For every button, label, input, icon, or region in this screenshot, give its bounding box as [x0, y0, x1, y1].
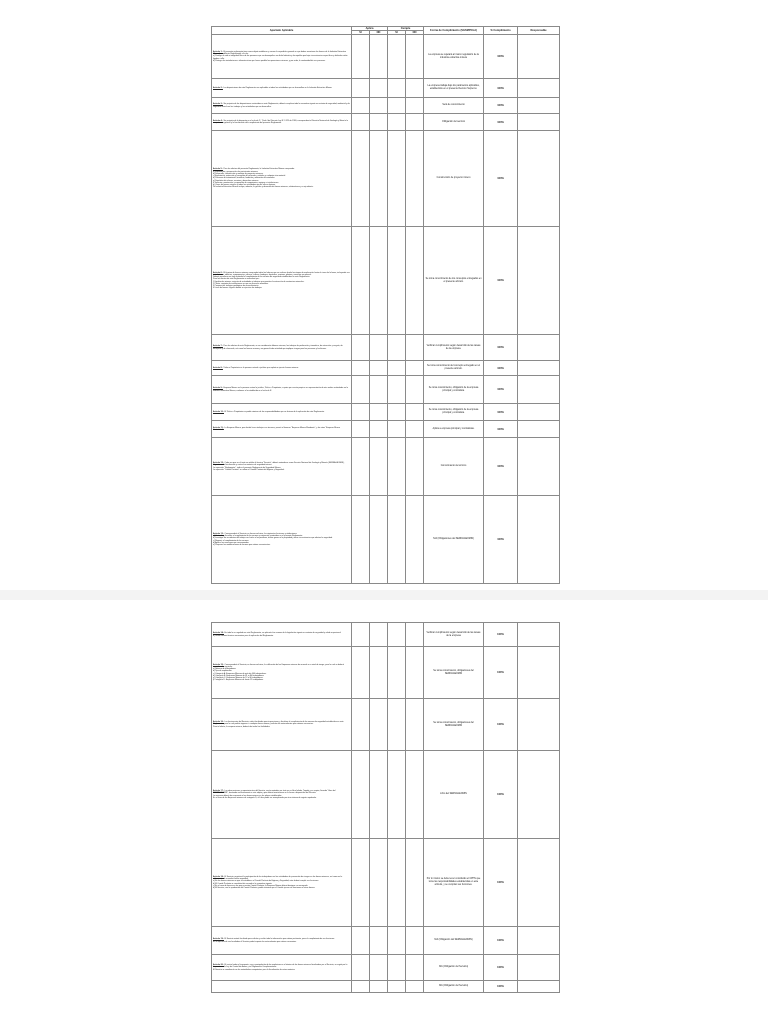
aplica-no-cell: [370, 699, 388, 751]
cumplimiento-percent-cell: 100%: [484, 927, 518, 955]
apartado-cell: [212, 981, 352, 993]
apartado-cell: [212, 131, 352, 227]
cumplimiento-percent-cell: 100%: [484, 981, 518, 993]
table-row: [212, 438, 560, 496]
cumplimiento-percent-cell: 100%: [484, 335, 518, 361]
responsable-cell: [518, 421, 560, 438]
table-row: [212, 839, 560, 927]
aplica-si-cell: [352, 496, 370, 584]
article-label: Artículo 6º.: [213, 271, 223, 274]
cumple-si-cell: [388, 98, 406, 114]
apartado-cell: [212, 421, 352, 438]
table-row: [212, 114, 560, 131]
aplica-si-cell: [352, 227, 370, 335]
article-label: Artículo 7º.: [213, 345, 223, 348]
apartado-cell: [212, 496, 352, 584]
article-text: Cada vez que en el texto se señale el término “Servicio”, deberá entenderse como Servicio Nacional de Geología y Minería (SERNAGEOMIN), Organismo de fiscalización y control en materias de seguridad minera. La expresión “Reglamento”, indica el presente Reglamento de Seguridad Minera. La expresión “Comité Paritario” se refiere al Comité Paritario de Higiene y Seguridad.: [213, 462, 345, 471]
article-label: Artículo 16º.: [213, 721, 224, 724]
apartado-cell: [212, 35, 352, 79]
article-text: El presente reglamento tiene como objeto establecer y normar la expedición general en que deben someterse las faenas de la Industria Extractiva Minera (en adelante Reglamento) a fin de: a) Proteger la vida e integridad física de las personas que se desempeñen en dicha Industria y de aquellas que bajo circunstancias específicas y definidas están ligadas a ella. b) Proteger las instalaciones e infraestructura que hacen posible las operaciones mineras, y por ende, la continuidad de sus procesos.: [213, 50, 348, 62]
aplica-no-cell: [370, 927, 388, 955]
cumple-header: Cumple: [388, 27, 424, 31]
aplica-no-cell: [370, 438, 388, 496]
aplica-si-cell: [352, 404, 370, 421]
article-label: Artículo 5º.: [213, 168, 223, 171]
cumple-no-cell: [406, 496, 424, 584]
article-text: Sin perjuicio de las disposiciones contenidas en este Reglamento, deberá cumplirse toda la normativa vigente en materia de seguridad, ambiental y de seguridad social con los trabajos y las actividades que se desarrollen.: [213, 103, 351, 108]
table-row: [212, 421, 560, 438]
aplica-si-header: SI: [352, 31, 370, 35]
article-label: Artículo 12º.: [213, 462, 224, 464]
cumplimiento-percent-cell: 100%: [484, 35, 518, 79]
table-row: [212, 647, 560, 699]
cumple-si-cell: [388, 981, 406, 993]
article-label: Artículo 15º.: [213, 663, 224, 666]
table-row: [212, 404, 560, 421]
forma-cumplimiento-cell: Por lo mismo se debe tener constituido el CPHS que tome las responsabilidades establecidas en este artículo, y se cumplan sus funciones.: [424, 839, 484, 927]
cumple-si-cell: [388, 496, 406, 584]
aplica-si-cell: [352, 839, 370, 927]
responsable-cell: [518, 335, 560, 361]
article-label: Artículo 9º.: [213, 387, 223, 390]
apartado-cell: [212, 623, 352, 647]
aplica-no-cell: [370, 35, 388, 79]
table-row: [212, 376, 560, 404]
cumple-si-cell: [388, 955, 406, 981]
aplica-si-cell: [352, 955, 370, 981]
responsable-cell: [518, 981, 560, 993]
forma-cumplimiento-cell: N/A (Obligación del Servicio): [424, 981, 484, 993]
apartado-cell: [212, 335, 352, 361]
apartado-cell: [212, 376, 352, 404]
aplica-no-cell: [370, 955, 388, 981]
cumplimiento-percent-cell: 100%: [484, 647, 518, 699]
cumple-si-cell: [388, 335, 406, 361]
resp-header: Responsable: [518, 27, 560, 35]
cumplimiento-percent-cell: 100%: [484, 376, 518, 404]
aplica-si-cell: [352, 114, 370, 131]
article-label: Artículo 10º.: [213, 410, 224, 413]
cumple-no-cell: [406, 955, 424, 981]
aplica-si-cell: [352, 623, 370, 647]
table-row: [212, 699, 560, 751]
apartado-cell: [212, 699, 352, 751]
cumplimiento-percent-cell: 100%: [484, 421, 518, 438]
apartado-cell: [212, 114, 352, 131]
aplica-no-cell: [370, 376, 388, 404]
responsable-cell: [518, 839, 560, 927]
aplica-no-cell: [370, 496, 388, 584]
aplica-si-cell: [352, 981, 370, 993]
cumple-si-cell: [388, 927, 406, 955]
aplica-si-cell: [352, 438, 370, 496]
article-text: En todo lo no regulado en este Reglamento, se aplicarán las normas de la legislación vigente en materia de seguridad y salud ocupacional. b) Dictar normas técnicas necesarias para la aplicación del Reglamento.: [213, 632, 342, 637]
cumple-no-cell: [406, 751, 424, 839]
cumple-no-cell: [406, 404, 424, 421]
aplica-no-cell: [370, 335, 388, 361]
cumple-si-cell: [388, 421, 406, 438]
article-text: Para los efectos del presente Reglamento, la Industria Extractiva Minera comprende: a) Exploración y prospección de yacimientos mineros. b) Desarrollo, construcción y montaje de proyectos mineros. c) Explotación, extracción y transporte de minerales, estériles y cualquier otro material. d) Procesos de tratamiento, beneficio, fundición y refinación de minerales. e) Depósitos de relaves, escorias y desechos mineros. f) Servicios, mantención y reparación de maquinarias, equipos e instalaciones. g) Cierre de faenas mineras y todas las actividades que de ello se deriven. La Industria Extractiva Minera incluye, además, la gestión y desarrollo de faenas mineras, subterráneas y a rajo abierto.: [213, 168, 314, 189]
responsable-cell: [518, 927, 560, 955]
article-text: Las disposiciones de este Reglamento son aplicables a todas las actividades que se desarrollen en la Industria Extractiva Minera.: [222, 86, 333, 89]
apartado-cell: [212, 751, 352, 839]
article-label: Artículo 1º.: [213, 50, 223, 53]
cumplimiento-percent-cell: 100%: [484, 227, 518, 335]
cumplimiento-percent-cell: 100%: [484, 699, 518, 751]
cumple-no-cell: [406, 35, 424, 79]
forma-cumplimiento-cell: Se toma conocimiento, obligación de la empresa principal y contratista.: [424, 376, 484, 404]
table-row: [212, 98, 560, 114]
article-text: Los funcionarios del Servicio, están facultados para inspeccionar y fiscalizar el cumplimiento de las normas de seguridad establecidas en este Reglamento, para lo cual podrán ingresar a cualquier faena minera y solicitar los antecedentes que estimen necesarios. Para tal efecto, la empresa minera, deberá dar todas las facilidades.: [213, 721, 344, 728]
cumplimiento-percent-cell: 100%: [484, 98, 518, 114]
cumple-si-cell: [388, 131, 406, 227]
aplica-no-cell: [370, 404, 388, 421]
aplica-si-cell: [352, 699, 370, 751]
cumple-si-cell: [388, 376, 406, 404]
forma-cumplimiento-cell: Se toma conocimiento, obligaciones del SERNAGEOMIN: [424, 647, 484, 699]
document-page-2: [0, 600, 768, 1024]
aplica-no-cell: [370, 981, 388, 993]
cumple-si-cell: [388, 699, 406, 751]
article-text: El término de faenas mineras comprende todas las labores que se realicen desde las etapas de exploración hasta el cierre de la faena, incluyendo sus instalaciones, edificios, campamentos, oficinas, talleres, bodegas, depósitos, caminos, plantas y servicios en general. Deberá prevalecer en toda actividad el cumplimiento de las normas de seguridad establecidas en este Reglamento. Para los efectos de este Reglamento se entenderá por: 1 Explotación minera: conjunto de actividades y trabajos que permiten la extracción de sustancias minerales. 2 Planta: conjunto de instalaciones en que se procesan minerales. 3 Prospección: trabajos geológicos de reconocimiento. 4 Línea de faenas: lugares donde se ejecutan los trabajos.: [213, 271, 350, 290]
aplica-si-cell: [352, 131, 370, 227]
cumplimiento-percent-cell: 100%: [484, 623, 518, 647]
cumple-si-cell: [388, 647, 406, 699]
aplica-no-header: NO: [370, 31, 388, 35]
table-row: [212, 227, 560, 335]
aplica-si-cell: [352, 35, 370, 79]
cumple-no-cell: [406, 361, 424, 376]
table-row: [212, 35, 560, 79]
article-label: Artículo 13º.: [213, 532, 224, 535]
aplica-si-cell: [352, 79, 370, 98]
apartado-cell: [212, 404, 352, 421]
responsable-cell: [518, 955, 560, 981]
cumple-no-cell: [406, 227, 424, 335]
aplica-no-cell: [370, 421, 388, 438]
responsable-cell: [518, 404, 560, 421]
aplica-si-cell: [352, 647, 370, 699]
aplica-si-cell: [352, 927, 370, 955]
forma-cumplimiento-cell: Verificar cumplimiento según desarrollo de las tareas de la empresa: [424, 623, 484, 647]
article-text: Titular o Propietario es la persona natural o jurídica que explota o ejecute faenas mineras.: [222, 366, 299, 369]
responsable-cell: [518, 79, 560, 98]
cumple-no-cell: [406, 647, 424, 699]
responsable-cell: [518, 647, 560, 699]
article-label: Artículo 14º.: [213, 632, 224, 635]
aplica-si-cell: [352, 361, 370, 376]
aplica-si-cell: [352, 335, 370, 361]
apartado-cell: [212, 647, 352, 699]
table-row: [212, 131, 560, 227]
cumplimiento-percent-cell: 100%: [484, 751, 518, 839]
table-row: [212, 751, 560, 839]
aplica-no-cell: [370, 361, 388, 376]
cumplimiento-percent-cell: 100%: [484, 361, 518, 376]
table-row: [212, 623, 560, 647]
apartado-cell: [212, 79, 352, 98]
forma-cumplimiento-cell: Conocimiento de término: [424, 438, 484, 496]
aplica-si-cell: [352, 376, 370, 404]
cumple-no-cell: [406, 623, 424, 647]
cumple-no-cell: [406, 927, 424, 955]
forma-cumplimiento-cell: Se toma conocimiento del concepto entregado en el presente artículo.: [424, 361, 484, 376]
table-row: [212, 361, 560, 376]
cumple-si-cell: [388, 751, 406, 839]
apartado-header: Apartado Aplicable: [212, 27, 352, 35]
aplica-no-cell: [370, 647, 388, 699]
article-label: Artículo 2º.: [213, 86, 223, 89]
article-text: El Servicio, propiciará la participación de los trabajadores en las actividades de prevención de riesgos en las faenas mineras, así como en la elaboración de acuerdos sobre seguridad. a) En las faenas mineras en que se establezca el Comité Paritario de Higiene y Seguridad, este deberá cumplir sus funciones. b) El Comité Paritario se constituirá de acuerdo a la normativa vigente. c) En el caso de faenas en las que no exista Comité Paritario, la Empresa Minera deberá designar un encargado. d) El Servicio, con la aprobación del Comité Paritario, podrá autorizar que el Comité ejerza sus funciones en otras faenas.: [213, 875, 343, 889]
forma-cumplimiento-cell: N/A (Obligaciones del SERNAGEOMIN): [424, 496, 484, 584]
cumple-no-cell: [406, 79, 424, 98]
responsable-cell: [518, 227, 560, 335]
article-label: Artículo 17º.: [213, 790, 224, 792]
cumple-no-cell: [406, 98, 424, 114]
cumplimiento-percent-cell: 100%: [484, 114, 518, 131]
cumple-si-header: SI: [388, 31, 406, 35]
cumple-no-cell: [406, 376, 424, 404]
responsable-cell: [518, 98, 560, 114]
cumple-no-header: NO: [406, 31, 424, 35]
responsable-cell: [518, 376, 560, 404]
pct-header: % Cumplimiento: [484, 27, 518, 35]
responsable-cell: [518, 438, 560, 496]
article-text: El Servicio estará facultado para solicitar y recibir toda la información que estime pertinente, para el cumplimiento de sus funciones. En el ejercicio de sus facultades el Servicio podrá requerir los antecedentes que estime necesarios.: [213, 938, 335, 943]
apartado-cell: [212, 227, 352, 335]
aplica-no-cell: [370, 114, 388, 131]
forma-cumplimiento-cell: N/A (Obligación del SERNAGEOMIN): [424, 927, 484, 955]
cumplimiento-percent-cell: 100%: [484, 839, 518, 927]
aplica-no-cell: [370, 227, 388, 335]
cumple-no-cell: [406, 981, 424, 993]
table-row: [212, 496, 560, 584]
article-text: Corresponderá al Servicio, en forma exclusiva, las siguientes funciones y atribuciones: a) Controlar y fiscalizar el cumplimiento de las normas y exigencias contenidas en el presente Reglamento. b) Investigar los accidentes del trabajo con lesión a las personas, daños graves a la propiedad y otras circunstancias que afecten la seguridad. c) Requerir el cumplimiento de las normas. d) Aplicar las sanciones que correspondan. e) Proponer las modificaciones de normas que estime convenientes.: [213, 532, 333, 546]
forma-cumplimiento-cell: Construcción de proyecto minero: [424, 131, 484, 227]
aplica-no-cell: [370, 839, 388, 927]
forma-cumplimiento-cell: Libro del SERNAGEOMIN: [424, 751, 484, 839]
aplica-no-cell: [370, 751, 388, 839]
article-text: Corresponderá al Servicio, en forma exclusiva, la calificación de las Empresas mineras de acuerdo a su nivel de riesgo, para lo cual se deberá considerar lo siguiente: a) Número de trabajadores. b) Tipo de explotación. c) Categoría A: Empresas Mineras de más de 400 trabajadores. d) Categoría B: Empresas Mineras de 81 a 400 trabajadores. e) Categoría C: Empresas Mineras de 12 a 80 trabajadores. f) Categoría D: Empresas Mineras de hasta 12 trabajadores.: [213, 663, 344, 682]
cumplimiento-percent-cell: 100%: [484, 404, 518, 421]
responsable-cell: [518, 623, 560, 647]
article-text: El control sobre el transporte, uso y manipulación de los explosivos en el interior de las faenas mineras fiscalizadas por el Servicio, se regirá por lo dispuesto en la Ley de Control de Armas y su Reglamento Complementario. El Servicio se coordinará con las autoridades competentes para la fiscalización de estas materias.: [213, 964, 348, 971]
aplica-si-cell: [352, 751, 370, 839]
apartado-cell: [212, 98, 352, 114]
article-text: Sin perjuicio de lo dispuesto en el artículo 2º, Título I del Decreto Ley Nº 3.525 de 1980, corresponderá al Servicio Nacional de Geología y Minería la competencia general y la fiscalización del cumplimiento del presente Reglamento.: [213, 119, 349, 124]
cumple-no-cell: [406, 335, 424, 361]
forma-cumplimiento-cell: Se toma conocimiento, obligación de la empresa principal y contratista.: [424, 404, 484, 421]
article-label: Artículo 8º.: [213, 366, 223, 369]
apartado-cell: [212, 361, 352, 376]
responsable-cell: [518, 751, 560, 839]
table-row: [212, 981, 560, 993]
article-label: Artículo 19º.: [213, 938, 224, 941]
cumple-no-cell: [406, 839, 424, 927]
cumple-si-cell: [388, 79, 406, 98]
cumple-no-cell: [406, 114, 424, 131]
forma-cumplimiento-cell: La empresa se sujetará al marco regulatorio de la industria extractiva minera: [424, 35, 484, 79]
cumple-si-cell: [388, 438, 406, 496]
cumple-no-cell: [406, 438, 424, 496]
responsable-cell: [518, 496, 560, 584]
responsable-cell: [518, 35, 560, 79]
apartado-cell: [212, 839, 352, 927]
article-label: Artículo 20º.: [213, 964, 224, 967]
cumple-si-cell: [388, 35, 406, 79]
aplica-no-cell: [370, 623, 388, 647]
cumple-si-cell: [388, 361, 406, 376]
cumple-si-cell: [388, 404, 406, 421]
aplica-no-cell: [370, 79, 388, 98]
responsable-cell: [518, 699, 560, 751]
table-row: [212, 927, 560, 955]
table-row: [212, 335, 560, 361]
responsable-cell: [518, 361, 560, 376]
cumplimiento-percent-cell: 100%: [484, 955, 518, 981]
forma-cumplimiento-cell: La empresa trabaja bajo los parámetros aplicables, establecidos en el presente Decreto Supremo.: [424, 79, 484, 98]
cumplimiento-percent-cell: 100%: [484, 79, 518, 98]
aplica-si-cell: [352, 98, 370, 114]
cumple-si-cell: [388, 227, 406, 335]
forma-cumplimiento-cell: Obligación del servicio: [424, 114, 484, 131]
article-text: Las observaciones y requerimientos del Servicio, serán anotadas por éste en un libro foliado, Tapado y en copias, llamado “Libro del SERNAGEOMIN”, destinado exclusivamente a este objeto y que deberá mantenerse en la faena a disposición del Servicio. La empresa deberá dar respuesta a las observaciones en los plazos establecidos. En el caso de las Empresas mineras de categoría D, el Libro podrá ser reemplazado por otro sistema de registro aprobado.: [213, 790, 336, 799]
compliance-table-page-1: [211, 26, 560, 584]
aplica-si-cell: [352, 421, 370, 438]
article-text: El Titular o Propietario no podrá eximirse de las responsabilidades que se derivan de la aplicación de este Reglamento.: [224, 410, 325, 413]
aplica-header: Aplica: [352, 27, 388, 31]
forma-cumplimiento-cell: Será de conocimiento: [424, 98, 484, 114]
cumple-no-cell: [406, 699, 424, 751]
article-label: Artículo 4º.: [213, 119, 223, 122]
cumple-no-cell: [406, 131, 424, 227]
cumple-si-cell: [388, 623, 406, 647]
forma-cumplimiento-cell: N/A (Obligación del Servicio): [424, 955, 484, 981]
forma-cumplimiento-cell: Se toma conocimiento de los conceptos entregados en el presente artículo.: [424, 227, 484, 335]
responsable-cell: [518, 114, 560, 131]
cumple-no-cell: [406, 421, 424, 438]
apartado-cell: [212, 438, 352, 496]
forma-cumplimiento-cell: Aplica a empresa principal y contratistas.: [424, 421, 484, 438]
table-row: [212, 79, 560, 98]
cumplimiento-percent-cell: 100%: [484, 496, 518, 584]
table-row: [212, 955, 560, 981]
cumple-si-cell: [388, 114, 406, 131]
apartado-cell: [212, 955, 352, 981]
cumplimiento-percent-cell: 100%: [484, 438, 518, 496]
article-label: Artículo 18º.: [213, 875, 224, 878]
article-text: Empresa Minera es la persona natural o jurídica, Titular o Propietario, o quien por cuenta propia o en representación de otra realice actividades en la Industria Extractiva Minera, conforme a lo establecido en el artículo 6º.: [213, 387, 349, 392]
cumplimiento-percent-cell: 100%: [484, 131, 518, 227]
article-text: Para los efectos de este Reglamento, se se considerarán labores mineras, los trabajos de perforación y tronadura, de extracción y carguío, de transporte y de chancado, así como las faenas anexas y en general toda actividad que implique riesgos para las personas y los bienes.: [213, 345, 344, 350]
apartado-cell: [212, 927, 352, 955]
article-text: La Empresa Minera, que decida hacer trabajos con terceros, pasará a llamarse “Empresa Minera Mandante”, y los otros “Empresa Minera Contratista”.: [213, 426, 341, 431]
article-label: Artículo 11º.: [213, 426, 224, 429]
forma-header: Forma de Cumplimiento (SGSMPOLA): [424, 27, 484, 35]
aplica-no-cell: [370, 98, 388, 114]
aplica-no-cell: [370, 131, 388, 227]
forma-cumplimiento-cell: Verificar cumplimiento según desarrollo de las tareas de la empresa.: [424, 335, 484, 361]
article-label: Artículo 3º.: [213, 103, 223, 106]
forma-cumplimiento-cell: Se toma conocimiento, obligaciones del SERNAGEOMIN: [424, 699, 484, 751]
cumple-si-cell: [388, 839, 406, 927]
responsable-cell: [518, 131, 560, 227]
compliance-table-page-2: [211, 622, 560, 993]
